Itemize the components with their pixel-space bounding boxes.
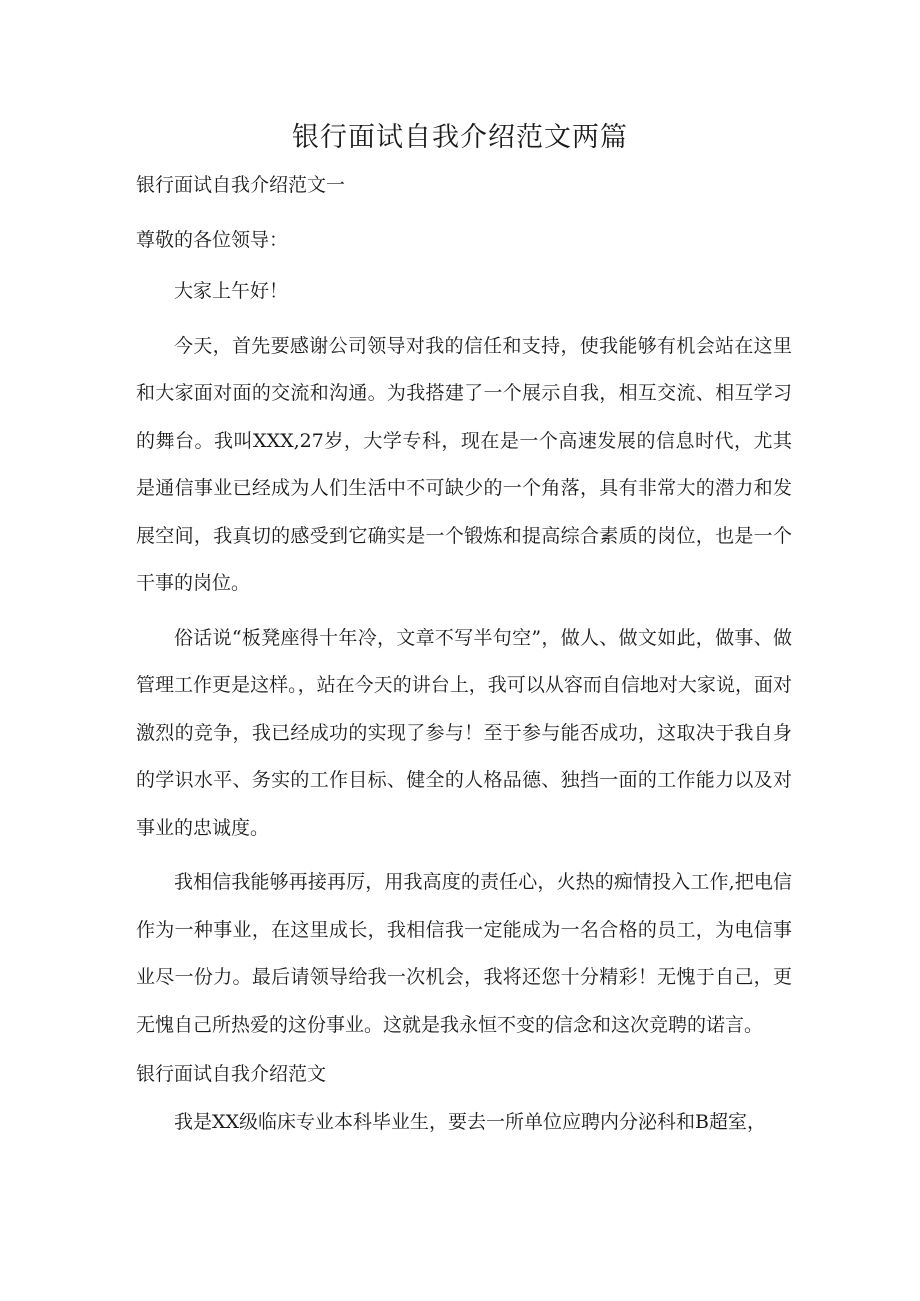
paragraph-greeting: 大家上午好！ (174, 280, 289, 302)
paragraph-section2-intro: 我是XX级临床专业本科毕业生，要去一所单位应聘内分泌科和B超室， (174, 1111, 767, 1133)
paragraph-saying: 俗话说“板凳座得十年冷，文章不写半句空”，做人、做文如此，做事、做管理工作更是这样。，站在今天的讲台上，我可以从容而自信地对大家说，面对激烈的竞争，我已经成功的实现了参与！至于参与能否成功，这取决于我自身的学识水平、务实的工作目标、健全的人格品德、独挡一面的工作能力以及对事业的忠诚度。 (136, 626, 792, 839)
paragraph-closing: 我相信我能够再接再厉，用我高度的责任心，火热的痴情投入工作,把电信作为一种事业，在这里成长，我相信我一定能成为一名合格的员工，为电信事业尽一份力。最后请领导给我一次机会，我将还您十分精彩！无愧于自己，更无愧自己所热爱的这份事业。这就是我永恒不变的信念和这次竞聘的诺言。 (136, 871, 792, 1036)
salutation: 尊敬的各位领导： (136, 229, 289, 251)
section-heading-2: 银行面试自我介绍范文 (136, 1063, 327, 1085)
paragraph-intro: 今天，首先要感谢公司领导对我的信任和支持，使我能够有机会站在这里和大家面对面的交流和沟通。为我搭建了一个展示自我，相互交流、相互学习的舞台。我叫XXX,27岁，大学专科，现在是一个高速发展的信息时代，尤其是通信事业已经成为人们生活中不可缺少的一个角落，具有非常大的潜力和发展空间，我真切的感受到它确实是一个锻炼和提高综合素质的岗位，也是一个干事的岗位。 (136, 334, 792, 594)
section-heading-1: 银行面试自我介绍范文一 (136, 174, 346, 196)
document-body (136, 168, 792, 1147)
document-title: 银行面试自我介绍范文两篇 (292, 122, 628, 153)
